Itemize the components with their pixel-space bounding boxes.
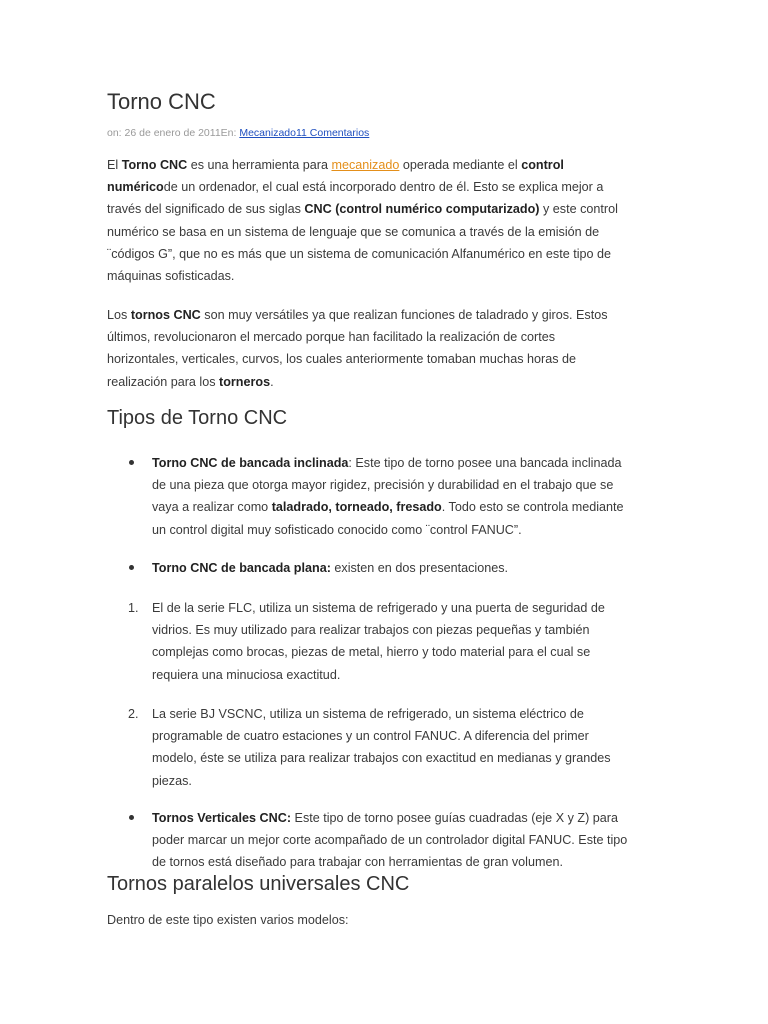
bullet-icon [129,565,134,570]
section-title-paralelos: Tornos paralelos universales CNC [107,873,410,895]
bullet-icon [129,815,134,820]
section-title-tipos: Tipos de Torno CNC [107,407,288,429]
list-item-bancada-inclinada: Torno CNC de bancada inclinada: Este tipo de torno posee una bancada inclinada de una pieza que otorga mayor rigidez, precisión y durabilidad en el trabajo que se vaya a realizar como taladrado, torneado, fresado. Todo esto se controla mediante un control digital muy sofisticado conocido como ¨control FANUC”. [152,452,657,541]
article-meta [107,127,369,139]
list-item-serie-flc: 1. El de la serie FLC, utiliza un sistema de refrigerado y una puerta de seguridad de vidrios. Es muy utilizado para realizar trabajos con piezas pequeñas y también complejas como brocas, piezas de metal, hierro y todo material para el cual se requiera una minuciosa exactitud. [152,597,657,686]
list-number: 1. [128,601,139,615]
mecanizado-link[interactable]: mecanizado [331,158,400,172]
category-link[interactable]: Mecanizado [239,127,296,139]
list-item-tornos-verticales: Tornos Verticales CNC: Este tipo de torno posee guías cuadradas (eje X y Z) para poder marcar un mejor corte acompañado de un controlador digital FANUC. Este tipo de tornos está diseñado para trabajar con herramientas de gran volumen. [152,807,657,874]
list-number: 2. [128,707,139,721]
list-item-bancada-plana: Torno CNC de bancada plana: existen en dos presentaciones. [152,557,657,579]
article-title: Torno CNC [107,89,216,114]
meta-date: on: 26 de enero de 2011En: [107,127,240,139]
models-paragraph: Dentro de este tipo existen varios modelos: [107,913,349,927]
list-item-serie-bj: 2. La serie BJ VSCNC, utiliza un sistema de refrigerado, un sistema eléctrico de programable de cuatro estaciones y un control FANUC. A diferencia del primer modelo, éste se utiliza para realizar trabajos con exactitud en medianas y grandes piezas. [152,703,657,792]
comments-link[interactable]: 11 Comentarios [295,127,370,139]
intro-paragraph: El Torno CNC es una herramienta para mecanizado operada mediante el control numéricode un ordenador, el cual está incorporado dentro de él. Esto se explica mejor a través del significado de sus siglas CNC (control numérico computarizado) y este control numérico se basa en un sistema de lenguaje que se comunica a través de la emisión de ¨códigos G”, que no es más que un sistema de comunicación Alfanumérico en este tipo de máquinas sofisticadas. [107,158,618,284]
versatility-paragraph: Los tornos CNC son muy versátiles ya que realizan funciones de taladrado y giros. Estos últimos, revolucionaron el mercado porque han facilitado la realización de cortes horizontales, verticales, curvos, los cuales anteriormente tomaban muchas horas de realización para los torneros. [107,308,608,389]
bullet-icon [129,460,134,465]
